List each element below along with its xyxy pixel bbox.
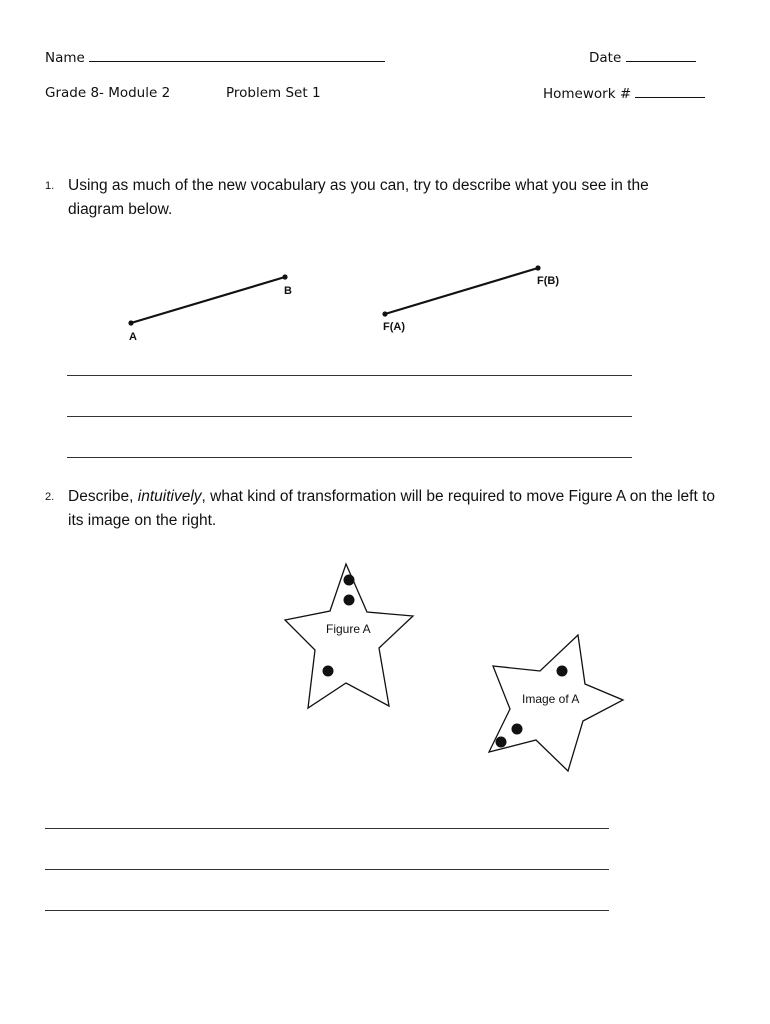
- question-2-text-start: Describe,: [68, 488, 138, 505]
- problem-set-title: Problem Set 1: [226, 85, 321, 101]
- course-title: Grade 8- Module 2: [45, 85, 171, 101]
- question-2-emphasis: intuitively: [137, 488, 202, 505]
- answer-line-2-3[interactable]: [45, 910, 609, 911]
- date-label: Date: [589, 50, 622, 66]
- name-label: Name: [45, 50, 85, 66]
- answer-line-2-2[interactable]: [45, 869, 609, 870]
- label-fa: F(A): [383, 321, 405, 333]
- question-2-number: 2.: [45, 491, 55, 503]
- question-1-text: Using as much of the new vocabulary as you can, try to describe what you see in the diagram below.: [68, 177, 649, 218]
- label-a: A: [129, 331, 137, 343]
- label-fb: F(B): [537, 275, 559, 287]
- image-a-dot-2: [512, 724, 523, 735]
- label-b: B: [284, 285, 292, 297]
- question-1-number: 1.: [45, 180, 55, 192]
- answer-line-2-1[interactable]: [45, 828, 609, 829]
- figure-a-star: [285, 564, 413, 708]
- image-a-dot-3: [496, 737, 507, 748]
- figure-a-label: Figure A: [326, 622, 371, 636]
- image-a-dot-1: [557, 666, 568, 677]
- homework-label: Homework #: [543, 86, 632, 102]
- question-2-text-end: , what kind of transformation will be required to move Figure A on the left to its image on the right.: [68, 488, 716, 529]
- figure-a-dot-2: [344, 595, 355, 606]
- image-of-a-label: Image of A: [522, 692, 580, 706]
- figure-a-dot-1: [344, 575, 355, 586]
- figure-a-dot-3: [323, 666, 334, 677]
